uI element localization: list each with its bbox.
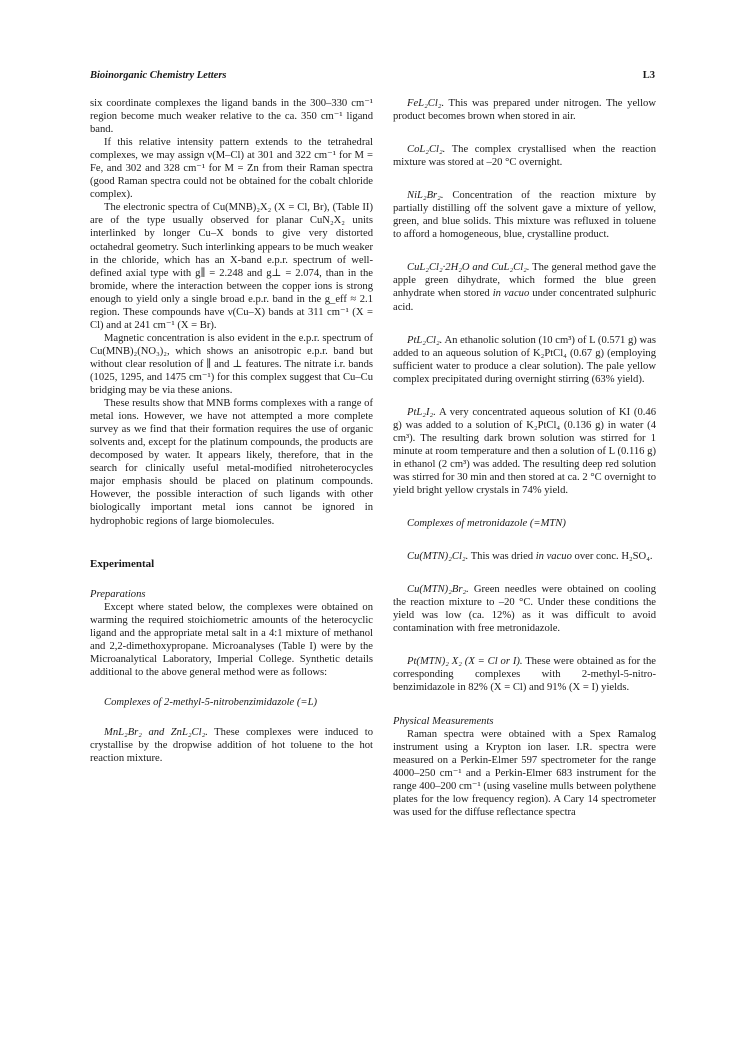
paragraph — [393, 143, 656, 169]
paragraph — [393, 583, 656, 635]
compound-label: CuL₂Cl₂·2H₂O and CuL₂Cl₂. — [407, 262, 530, 274]
compound-label: Pt(MTN)₂ X₂ (X = Cl or I). — [407, 656, 523, 668]
paragraph: If this relative intensity pattern extends to the tetrahedral complexes, we may assign ν(M–Cl) at 301 and 322 cm⁻¹ for M = Fe, and 302 and 328 cm⁻¹ for M = Zn from their Raman spectra (good Raman spectra could not be obtained for the cobalt chloride complex). — [90, 137, 373, 201]
paragraph-text: Green needles were obtained on cooling the reaction mixture to –20 °C. Under these conditions the yield was low (ca. 12%) as it was difficult to avoid contamination with free metronidazole. — [393, 584, 656, 635]
paragraph-text: in vacuo — [492, 288, 530, 300]
section-heading-experimental: Experimental — [90, 557, 155, 570]
subsection-heading-preparations: Preparations — [90, 588, 146, 600]
paragraph — [393, 406, 656, 497]
paragraph-text: Concentration of the reaction mixture by partially distilling off the solvent gave a mixture of yellow, green, and blue solids. This mixture was refluxed in toluene to afford a homogeneous, blue, crystalline product. — [393, 190, 656, 241]
paragraph-text: The complex crystallised when the reaction mixture was stored at –20 °C overnight. — [393, 144, 656, 169]
running-header — [90, 70, 655, 86]
paragraph — [393, 655, 656, 694]
compound-label: NiL₂Br₂. — [407, 190, 444, 202]
paragraph-text: An ethanolic solution (10 cm³) of L (0.571 g) was added to an aqueous solution of K₂PtCl₄ (0.67 g) (employing sufficient water to produce a clear solution). The pale yellow complex precipitated during overnight stirring (63% yield). — [393, 334, 656, 385]
journal-title: Bioinorganic Chemistry Letters — [90, 70, 227, 81]
compound-label: PtL₂I₂. — [407, 406, 436, 418]
compound-label: FeL₂Cl₂. — [407, 98, 445, 109]
right-column — [393, 97, 656, 819]
paragraph-text: The general method gave the apple green dihydrate, which formed the blue green anhydrate when stored — [393, 262, 656, 300]
paragraph — [393, 189, 656, 241]
page-number: L3 — [642, 70, 655, 81]
paragraph: Except where stated below, the complexes were obtained on warming the required stoichiometric amounts of the heterocyclic ligand and the appropriate metal salt in a 4:1 mixture of methanol and 2,2-dimethoxypropane. Microanalyses (Table I) were by the Microanalytical Laboratory, Imperial College. Synthetic details additional to the above general method were as follows: — [90, 601, 373, 678]
paragraph: Magnetic concentration is also evident in the e.p.r. spectrum of Cu(MNB)₂(NO₃)₂, which shows an anisotropic e.p.r. band but without clear resolution of ∥ and ⊥ features. The nitrate i.r. bands (1025, 1295, and 1475 cm⁻¹) for this complex suggest that Cu–Cu bridging may be via these anions. — [90, 332, 373, 397]
paragraph — [90, 726, 373, 765]
paragraph — [393, 97, 656, 123]
subsection-heading-complexes-MTN: Complexes of metronidazole (=MTN) — [407, 518, 566, 530]
paragraph: The electronic spectra of Cu(MNB)₂X₂ (X = Cl, Br), (Table II) are of the type usually observed for planar CuN₂X₂ units interlinked by longer Cu–X bonds to give very distorted octahedral geometry. Such interlinking appears to be much weaker in the chloride, which has an X-band e.p.r. spectrum of well-defined axial type with g∥ = 2.248 and g⊥ = 2.074, than in the bromide, where the interaction between the copper ions is strong enough to yield only a single broad e.p.r. band in the g_eff ≈ 2.1 region. These compounds have ν(Cu–X) bands at 311 cm⁻¹ (X = Cl) and at 241 cm⁻¹ (X = Br). — [90, 202, 373, 331]
paragraph-text: This was dried — [468, 551, 536, 563]
paragraph — [393, 261, 656, 313]
paragraph: These results show that MNB forms complexes with a range of metal ions. However, we have not attempted a more complete survey as we find that their formation requires the use of organic solvents and, except for the platinum compounds, the products are decomposed by water. It appears likely, therefore, that in the search for clinically useful metal-modified nitroheterocycles major emphasis should be placed on platinum compounds. However, the possible interaction of such ligands with other biologically important metal ions cannot be ignored in hydrophobic regions of large biomolecules. — [90, 398, 373, 527]
paragraph — [393, 334, 656, 386]
paragraph-text: A very concentrated aqueous solution of KI (0.46 g) was added to a solution of K₂PtCl₄ (0.136 g) in water (4 cm³). The resulting dark brown solution was stirred for 1 minute at room temperature and then a solution of L (0.116 g) in ethanol (2 cm³) was added. The resulting deep red solution was stirred for 30 min and then stored at ca. 2 °C overnight to yield bright yellow crystals in 74% yield. — [393, 406, 656, 497]
compound-label: Cu(MTN)₂Cl₂. — [407, 551, 469, 563]
paragraph-text: over conc. H₂SO₄. — [571, 551, 653, 563]
compound-label: PtL₂Cl₂. — [407, 334, 443, 346]
left-column — [90, 97, 373, 765]
subsection-heading-physical-measurements: Physical Measurements — [393, 715, 494, 727]
paragraph: Raman spectra were obtained with a Spex Ramalog instrument using a Krypton ion laser. I.R. spectra were measured on a Perkin-Elmer 597 spectrometer for the range 4000–250 cm⁻¹ and a Perkin-Elmer 683 instrument for the range 400–200 cm⁻¹ (using vaseline mulls between polythene plates for the low frequency region). A Cary 14 spectrometer was used for the diffuse reflectance spectra — [393, 728, 656, 818]
paragraph-text: These complexes were induced to crystallise by the dropwise addition of hot toluene to the hot reaction mixture. — [90, 726, 373, 765]
paragraph-text: in vacuo — [535, 551, 572, 563]
compound-label: Cu(MTN)₂Br₂. — [407, 584, 469, 596]
compound-label: MnL₂Br₂ and ZnL₂Cl₂. — [104, 726, 208, 738]
paragraph-text: This was prepared under nitrogen. The yellow product becomes brown when stored in air. — [393, 98, 656, 123]
paragraph-text: These were obtained as for the corresponding complexes with 2-methyl-5-nitro-benzimidazole in 82% (X = Cl) and 91% (X = I) yields. — [393, 656, 656, 694]
paragraph — [393, 550, 656, 563]
compound-label: CoL₂Cl₂. — [407, 144, 446, 156]
paragraph-text: under concentrated sulphuric acid. — [393, 288, 657, 313]
subsection-heading-complexes-L: Complexes of 2-methyl-5-nitrobenzimidazole (=L) — [104, 696, 318, 708]
paragraph: six coordinate complexes the ligand bands in the 300–330 cm⁻¹ region become much weaker relative to the ca. 350 cm⁻¹ ligand band. — [90, 98, 373, 136]
